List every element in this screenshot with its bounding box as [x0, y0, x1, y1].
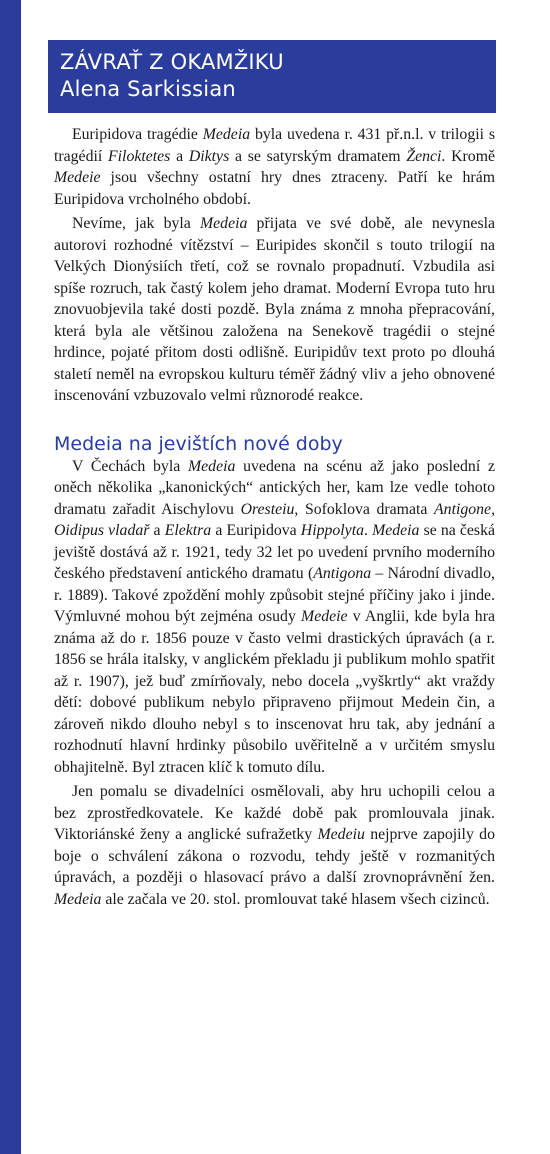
- text-run: jsou všechny ostatní hry dnes ztraceny. Patří ke hrám Euripidova vrcholného období.: [54, 169, 495, 208]
- text-run: , Sofoklova dramata: [294, 500, 435, 518]
- italic-run: Antigona: [313, 565, 372, 582]
- text-run: Nevíme, jak byla: [72, 215, 200, 232]
- text-run: a se satyrským dramatem: [229, 147, 407, 165]
- section-heading: Medeia na jevištích nové doby: [54, 432, 343, 455]
- italic-run: Diktys: [188, 147, 230, 165]
- text-run: – Národní divadlo, r. 1889). Takové zpoždění mohly způsobit stejné příčiny jako i jinde. Výmluvné mohou být zejména osudy: [54, 565, 495, 625]
- text-run: Euripidova tragédie: [72, 126, 203, 143]
- italic-run: Medeie: [54, 169, 101, 186]
- italic-run: Medeie: [301, 608, 348, 625]
- text-run: uvedena na scénu až jako poslední z oněch několika „kanonických“ antických her, kam lze vedle tohoto dramatu zařadit Aischylovu: [54, 457, 495, 518]
- text-run: se na česká jeviště dostává až r. 1921, tedy 32 let po uvedení prvního moderního českého představení antického dramatu (: [54, 522, 495, 582]
- article-body: [54, 124, 495, 910]
- text-run: přijata ve své době, ale nevynesla autorovi rozhodné vítězství – Euripides skončil s touto trilogií na Velkých Dionýsiích třetí, což se rovnalo propadnutí. Vzbudila asi spíše rozruch, tak častý kolem jeho dramat. Moderní Evropa tuto hru znovuobjevila také dosti pozdě. Byla známa z mnoha přepracování, která byla ale většinou založena na Senekově tragédii o stejné hrdince, pojaté přitom dosti odlišně. Euripidův text proto po dlouhá staletí neměl na evropskou kulturu téměř žádný vliv a jeho obnovené inscenování vzbuzovalo velmi různorodé reakce.: [54, 215, 495, 404]
- italic-run: Hippolyta: [300, 522, 364, 539]
- italic-run: Medeia: [188, 457, 236, 475]
- article-header: [48, 40, 496, 113]
- italic-run: Oresteiu: [240, 500, 295, 518]
- italic-run: Medeiu: [317, 826, 365, 843]
- italic-run: Oidipus vladař: [54, 522, 150, 539]
- text-run: ale začala ve 20. stol. promlouvat také hlasem všech cizinců.: [101, 890, 490, 908]
- italic-run: Medeia: [202, 126, 251, 143]
- italic-run: Elektra: [164, 522, 212, 539]
- paragraph: [54, 124, 495, 210]
- text-run: . Kromě: [441, 147, 496, 165]
- text-run: byla uvedena r. 431 př.n.l. v trilogii s tragédií: [54, 126, 495, 165]
- text-run: nejprve zapojily do boje o schválení zákona o rozvodu, tehdy ještě v rozmanitých úpravách, a později o hlasovací právo a další zrovnoprávnění žen.: [54, 826, 495, 886]
- text-run: a Euripidova: [211, 522, 301, 539]
- italic-run: Medeia: [372, 522, 420, 539]
- italic-run: Medeia: [200, 215, 248, 232]
- text-run: Jen pomalu se divadelníci osmělovali, aby hru uchopili celou a bez zprostředkovatele. Ke každé době pak promlouvala jinak. Viktoriánské ženy a anglické sufražetky: [54, 783, 495, 843]
- left-edge-bar: [0, 0, 21, 1154]
- italic-run: Filoktetes: [108, 147, 171, 165]
- text-run: a: [170, 147, 189, 165]
- text-run: .: [363, 522, 373, 539]
- article-author: Alena Sarkissian: [60, 77, 236, 101]
- paragraph: [54, 781, 495, 910]
- italic-run: Antigone: [434, 500, 492, 518]
- paragraph: [54, 213, 495, 407]
- text-run: ,: [491, 500, 496, 518]
- paragraph: [54, 456, 495, 779]
- text-run: a: [149, 522, 165, 539]
- text-run: V Čechách byla: [72, 457, 188, 475]
- italic-run: Ženci: [406, 147, 442, 165]
- article-title: ZÁVRAŤ Z OKAMŽIKU: [60, 50, 284, 74]
- text-run: v Anglii, kde byla hra známa až do r. 1856 pouze v často velmi drastických úpravách (a r. 1856 se hrála italsky, v anglickém překladu ji publikum mohlo spatřit až r. 1907), jež buď zmírňovaly, nebo docela „vyškrtly“ akt vraždy dětí: dobové publikum nebylo připraveno přijmout Medein čin, a zároveň nikdo dlouho nebyl s to inscenovat hru tak, aby jednání a rozhodnutí hlavní hrdinky působilo uvěřitelně a v určitém smyslu obhajitelně. Byl ztracen klíč k tomuto dílu.: [54, 608, 495, 776]
- italic-run: Medeia: [54, 890, 102, 908]
